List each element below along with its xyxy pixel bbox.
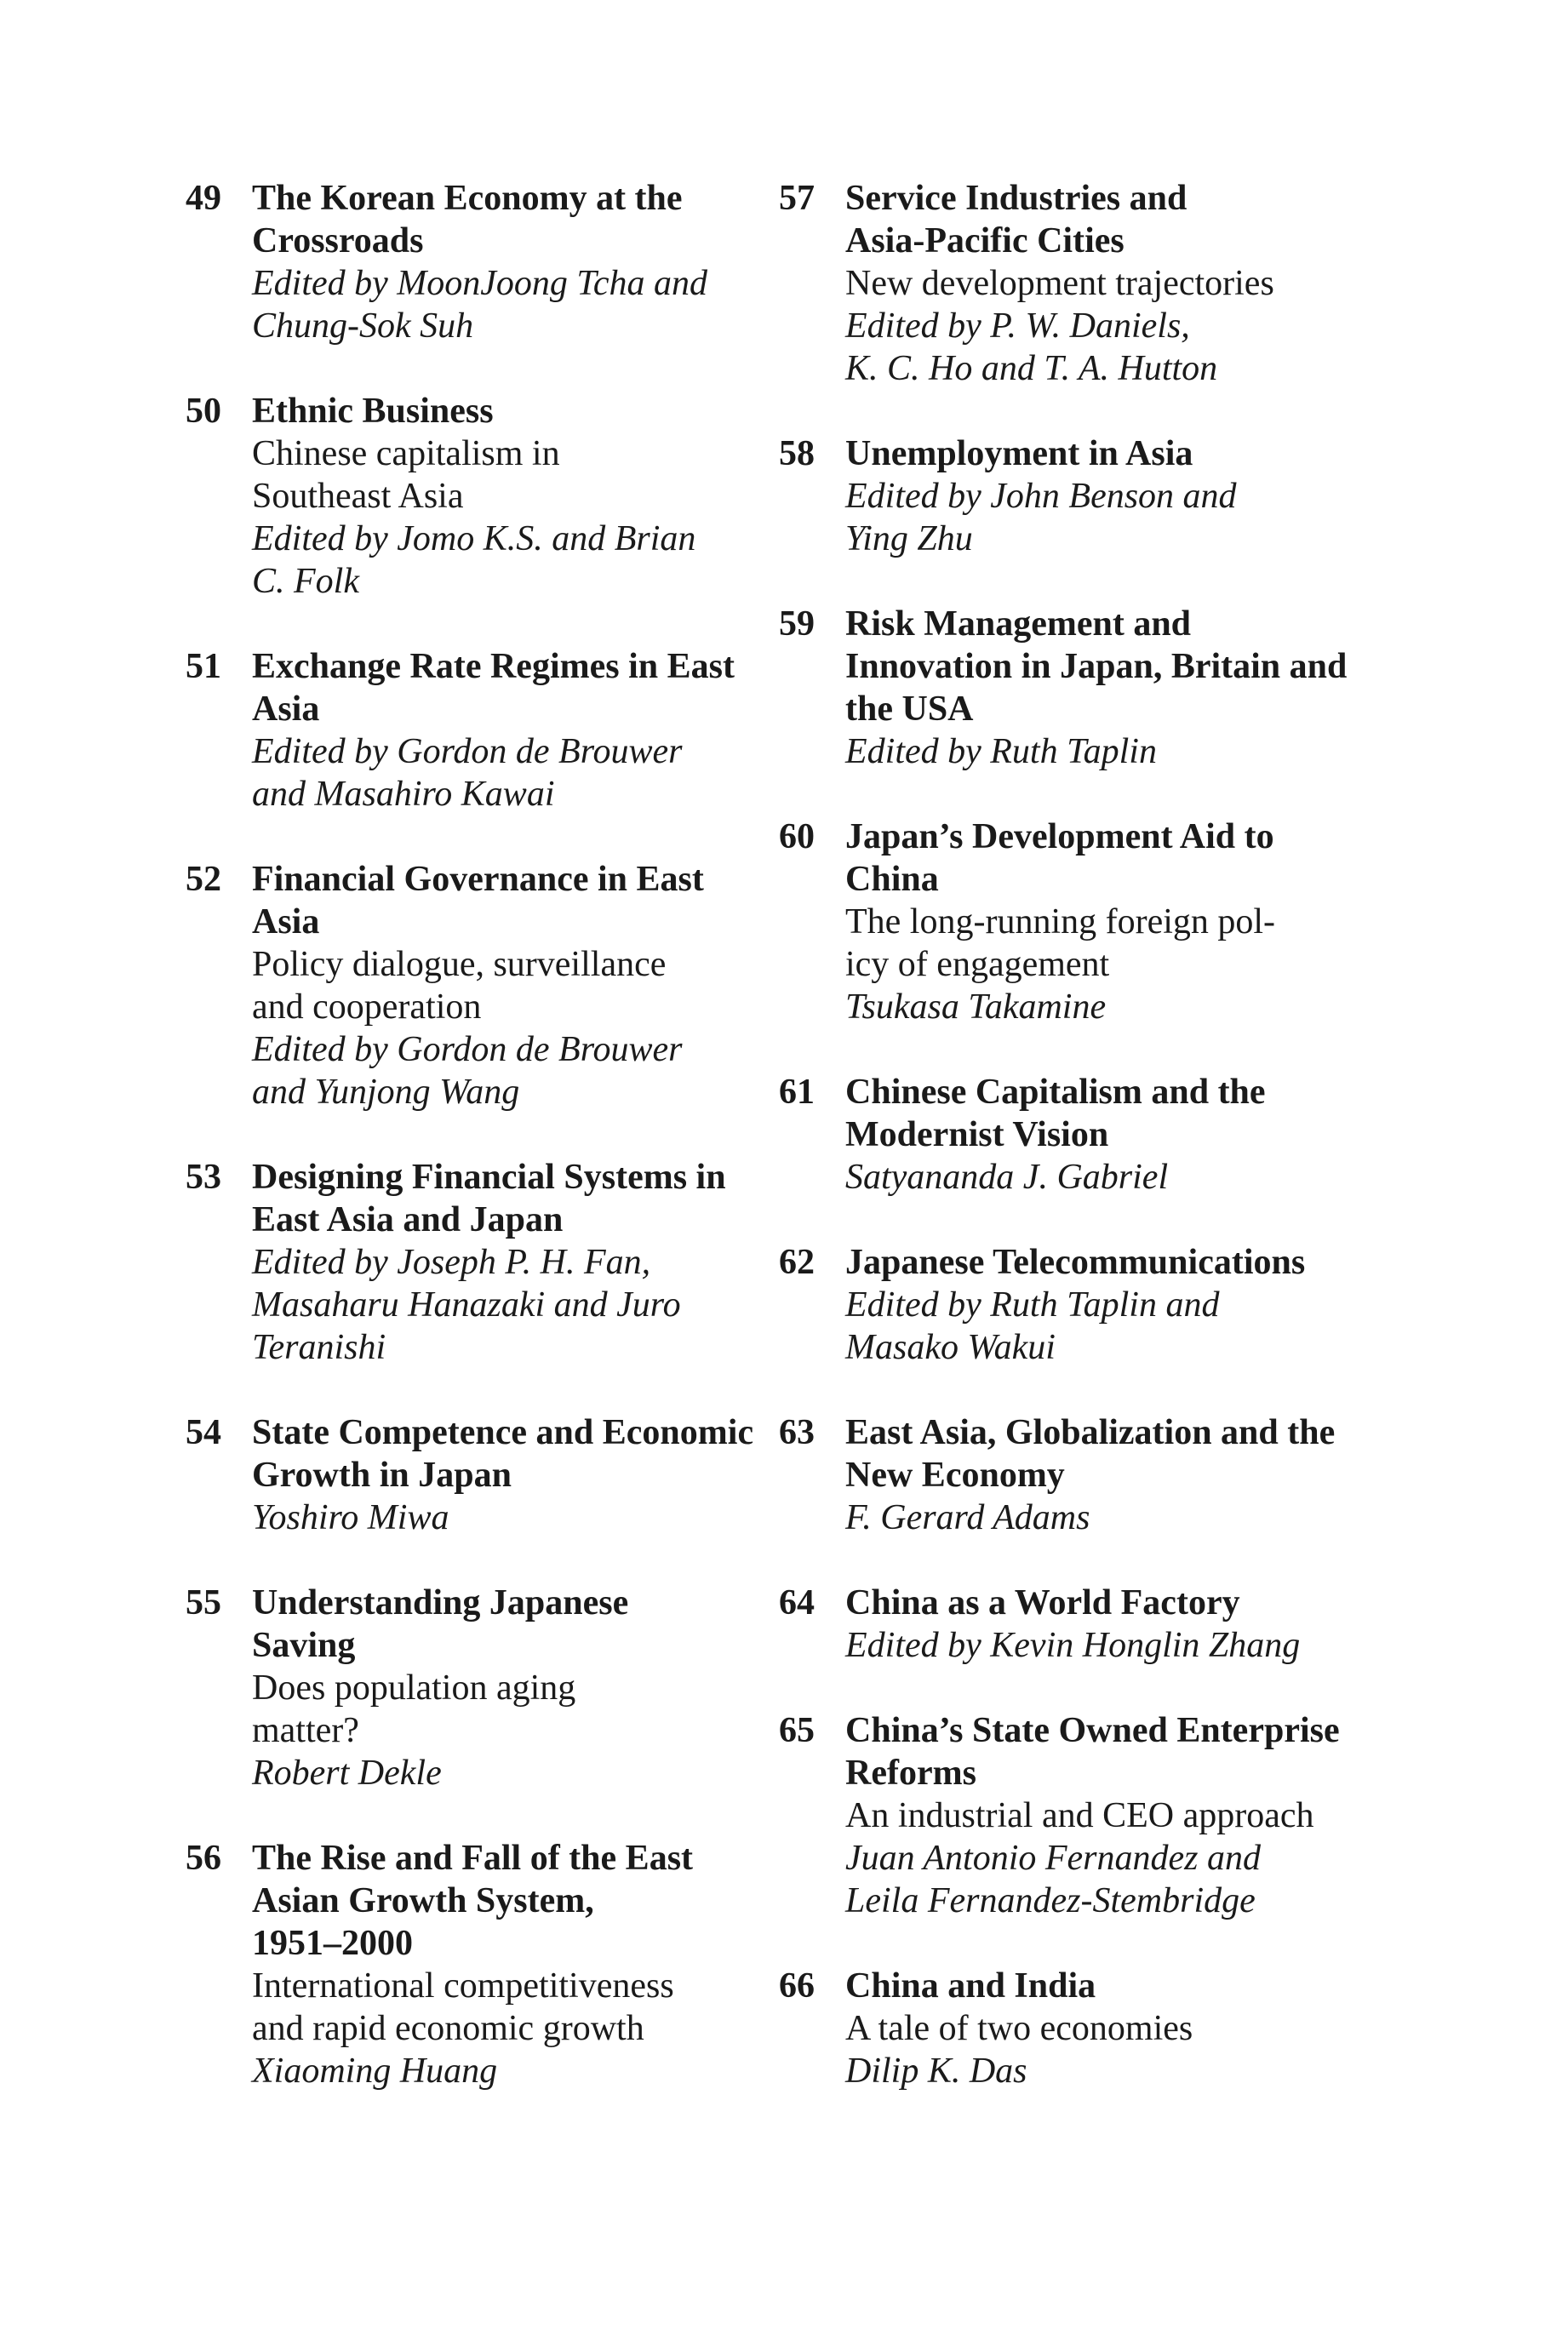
entry-author: Edited by Kevin Honglin Zhang: [845, 1626, 1301, 1665]
entry-number: 56: [186, 1839, 221, 1878]
entry-author: Chung-Sok Suh: [252, 306, 474, 346]
entry-author: Edited by Gordon de Brouwer: [252, 732, 683, 771]
entry-title: Reforms: [845, 1754, 976, 1793]
entry-author: Tsukasa Takamine: [845, 987, 1107, 1027]
entry-number: 64: [779, 1583, 815, 1622]
entry-number: 61: [779, 1073, 815, 1112]
entry-subtitle: New development trajectories: [845, 264, 1274, 303]
entry-title: Saving: [252, 1626, 356, 1665]
entry-author: and Masahiro Kawai: [252, 775, 555, 814]
entry-number: 60: [779, 817, 815, 856]
entry-number: 52: [186, 860, 221, 899]
entry-number: 66: [779, 1966, 815, 2006]
series-entry: [779, 1071, 1358, 1199]
entry-author: and Yunjong Wang: [252, 1073, 520, 1112]
entry-title: Crossroads: [252, 221, 424, 260]
entry-author: F. Gerard Adams: [845, 1498, 1090, 1537]
entry-subtitle: matter?: [252, 1711, 359, 1750]
series-entry: [186, 858, 773, 1113]
entry-author: Leila Fernandez-Stembridge: [845, 1881, 1256, 1920]
series-entry: [186, 1837, 773, 2092]
entry-title: State Competence and Economic: [252, 1413, 754, 1452]
entry-title: China as a World Factory: [845, 1583, 1240, 1622]
entry-title: Innovation in Japan, Britain and: [845, 647, 1348, 686]
entry-title: Service Industries and: [845, 179, 1187, 218]
series-entry: [779, 1411, 1358, 1539]
entry-number: 55: [186, 1583, 221, 1622]
entry-author: Dilip K. Das: [845, 2052, 1027, 2091]
entry-title: Designing Financial Systems in: [252, 1158, 726, 1197]
entry-number: 59: [779, 604, 815, 644]
entry-title: Japan’s Development Aid to: [845, 817, 1274, 856]
entry-author: Edited by John Benson and: [845, 477, 1237, 516]
entry-author: Edited by Ruth Taplin and: [845, 1285, 1220, 1325]
entry-subtitle: icy of engagement: [845, 945, 1110, 984]
entry-subtitle: The long-running foreign pol-: [845, 902, 1276, 941]
entry-subtitle: Does population aging: [252, 1668, 576, 1708]
series-entry: [779, 1965, 1358, 2092]
entry-author: K. C. Ho and T. A. Hutton: [845, 349, 1218, 388]
entry-title: The Korean Economy at the: [252, 179, 683, 218]
series-entry: [779, 603, 1358, 773]
series-entry: [186, 1582, 773, 1794]
entry-author: Edited by Jomo K.S. and Brian: [252, 519, 696, 558]
series-entry: [779, 1709, 1358, 1922]
entry-title: Asia-Pacific Cities: [845, 221, 1124, 260]
series-entry: [186, 390, 773, 603]
entry-title: Growth in Japan: [252, 1456, 512, 1495]
entry-title: Ethnic Business: [252, 392, 494, 431]
entry-title: East Asia and Japan: [252, 1200, 564, 1239]
entry-author: Robert Dekle: [252, 1754, 442, 1793]
entry-title: Unemployment in Asia: [845, 434, 1193, 473]
entry-title: Asia: [252, 902, 320, 941]
entry-author: Edited by Joseph P. H. Fan,: [252, 1243, 651, 1282]
series-entry: [779, 815, 1358, 1028]
entry-title: Financial Governance in East: [252, 860, 704, 899]
entry-author: Edited by MoonJoong Tcha and: [252, 264, 708, 303]
entry-author: Yoshiro Miwa: [252, 1498, 449, 1537]
entry-title: Understanding Japanese: [252, 1583, 629, 1622]
entry-author: Xiaoming Huang: [252, 2052, 498, 2091]
series-entry: [186, 1411, 773, 1539]
entry-title: Asia: [252, 690, 320, 729]
series-entry: [779, 177, 1358, 390]
entry-subtitle: International competitiveness: [252, 1966, 674, 2006]
series-entry: [186, 177, 773, 347]
series-entry: [779, 1241, 1358, 1369]
entry-title: China and India: [845, 1966, 1096, 2006]
series-entry: [186, 1156, 773, 1369]
entry-title: Chinese Capitalism and the: [845, 1073, 1266, 1112]
entry-title: 1951–2000: [252, 1924, 413, 1963]
entry-title: China’s State Owned Enterprise: [845, 1711, 1340, 1750]
entry-number: 53: [186, 1158, 221, 1197]
entry-author: Edited by Gordon de Brouwer: [252, 1030, 683, 1069]
entry-author: Juan Antonio Fernandez and: [845, 1839, 1262, 1878]
entry-title: China: [845, 860, 939, 899]
entry-title: East Asia, Globalization and the: [845, 1413, 1336, 1452]
entry-subtitle: and rapid economic growth: [252, 2009, 644, 2048]
entry-author: Masako Wakui: [845, 1328, 1056, 1367]
entry-title: The Rise and Fall of the East: [252, 1839, 694, 1878]
entry-number: 49: [186, 179, 221, 218]
entry-title: Exchange Rate Regimes in East: [252, 647, 735, 686]
entry-number: 63: [779, 1413, 815, 1452]
entry-author: Teranishi: [252, 1328, 386, 1367]
entry-author: C. Folk: [252, 562, 359, 601]
entry-number: 65: [779, 1711, 815, 1750]
series-entry: [779, 1582, 1358, 1667]
entry-subtitle: An industrial and CEO approach: [845, 1796, 1314, 1835]
entry-subtitle: and cooperation: [252, 987, 482, 1027]
entry-subtitle: Southeast Asia: [252, 477, 464, 516]
entry-number: 54: [186, 1413, 221, 1452]
entry-author: Edited by P. W. Daniels,: [845, 306, 1190, 346]
entry-title: Risk Management and: [845, 604, 1192, 644]
entry-title: Modernist Vision: [845, 1115, 1109, 1154]
entry-number: 51: [186, 647, 221, 686]
left-column: [186, 177, 773, 2092]
series-entry: [186, 645, 773, 815]
entry-title: Japanese Telecommunications: [845, 1243, 1306, 1282]
entry-number: 50: [186, 392, 221, 431]
entry-author: Edited by Ruth Taplin: [845, 732, 1157, 771]
entry-author: Ying Zhu: [845, 519, 973, 558]
entry-subtitle: A tale of two economies: [845, 2009, 1193, 2048]
series-entry: [779, 432, 1358, 560]
entry-subtitle: Chinese capitalism in: [252, 434, 560, 473]
entry-author: Satyananda J. Gabriel: [845, 1158, 1169, 1197]
entry-title: New Economy: [845, 1456, 1065, 1495]
entry-subtitle: Policy dialogue, surveillance: [252, 945, 667, 984]
right-column: [779, 177, 1358, 2092]
entry-author: Masaharu Hanazaki and Juro: [252, 1285, 681, 1325]
entry-title: Asian Growth System,: [252, 1881, 594, 1920]
entry-title: the USA: [845, 690, 974, 729]
entry-number: 58: [779, 434, 815, 473]
entry-number: 62: [779, 1243, 815, 1282]
entry-number: 57: [779, 179, 815, 218]
